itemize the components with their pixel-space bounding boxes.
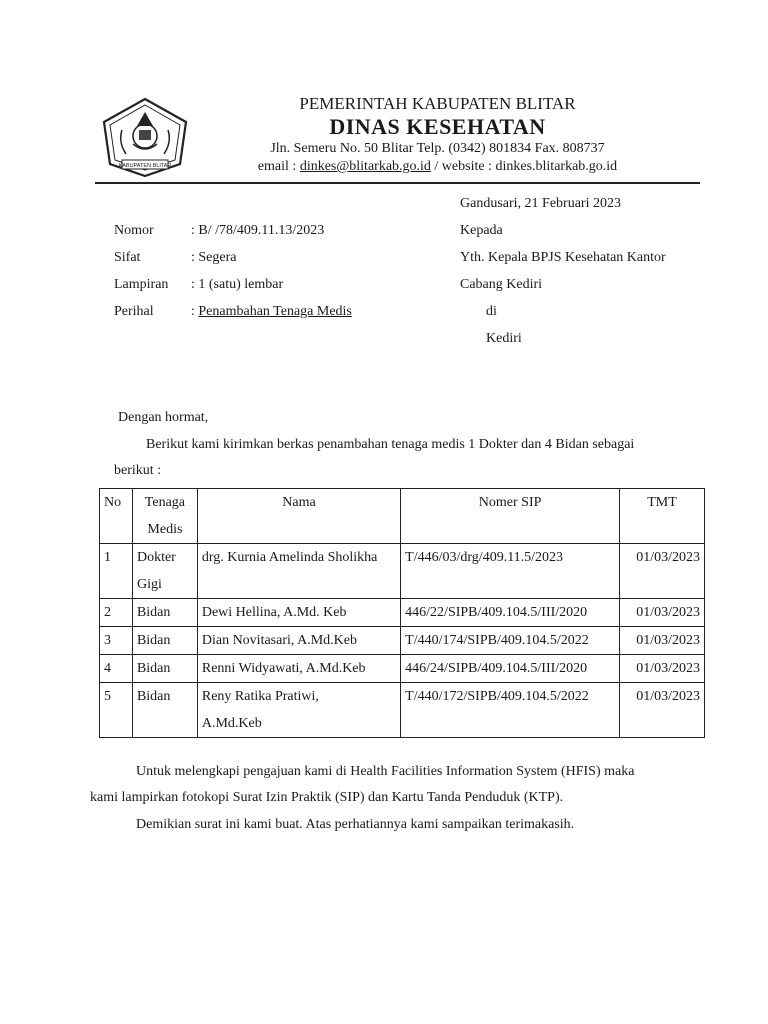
table-row <box>100 627 705 655</box>
cell-no: 2 <box>100 599 133 627</box>
perihal-colon: : <box>191 304 199 319</box>
cell-sip: T/440/174/SIPB/409.104.5/2022 <box>401 627 620 655</box>
table-row <box>100 599 705 627</box>
website-label: / website : <box>430 159 496 174</box>
salutation: Dengan hormat, <box>118 410 209 425</box>
table-row <box>100 683 705 738</box>
cell-tmt: 01/03/2023 <box>620 627 705 655</box>
intro-line-1: Berikut kami kirimkan berkas penambahan tenaga medis 1 Dokter dan 4 Bidan sebagai <box>146 437 635 452</box>
closing-line-2: kami lampirkan fotokopi Surat Izin Praktik (SIP) dan Kartu Tanda Penduduk (KTP). <box>90 790 564 805</box>
closing-line-3: Demikian surat ini kami buat. Atas perhatiannya kami sampaikan terimakasih. <box>136 817 575 832</box>
cell-tenaga <box>132 544 197 599</box>
letterhead-address: Jln. Semeru No. 50 Blitar Telp. (0342) 801834 Fax. 808737 <box>270 141 605 156</box>
website-text: dinkes.blitarkab.go.id <box>495 159 618 174</box>
table-row <box>100 655 705 683</box>
nomor-label: Nomor <box>114 223 154 238</box>
cell-no: 3 <box>100 627 133 655</box>
cell-sip: T/440/172/SIPB/409.104.5/2022 <box>401 683 620 738</box>
header-no: No <box>100 489 133 544</box>
letterhead-divider <box>95 182 700 184</box>
perihal-label: Perihal <box>114 304 154 319</box>
cell-tenaga: Bidan <box>132 599 197 627</box>
lampiran-value: : 1 (satu) lembar <box>191 277 284 292</box>
cell-tenaga-line2: Gigi <box>136 577 162 592</box>
perihal-row <box>191 304 352 320</box>
cell-tmt: 01/03/2023 <box>620 544 705 599</box>
header-tenaga-medis <box>132 489 197 544</box>
table-header-row <box>100 489 705 544</box>
letterhead-agency: DINAS KESEHATAN <box>329 114 546 139</box>
header-nomer-sip: Nomer SIP <box>401 489 620 544</box>
email-label: email : <box>257 159 300 174</box>
closing-line-1: Untuk melengkapi pengajuan kami di Health Facilities Information System (HFIS) maka <box>136 764 635 779</box>
recipient-branch: Cabang Kediri <box>460 277 543 292</box>
cell-nama: Dewi Hellina, A.Md. Keb <box>197 599 400 627</box>
cell-tenaga: Bidan <box>132 683 197 738</box>
blitar-regency-emblem-icon <box>100 96 190 180</box>
cell-nama: Renni Widyawati, A.Md.Keb <box>197 655 400 683</box>
cell-tmt: 01/03/2023 <box>620 683 705 738</box>
cell-sip: 446/24/SIPB/409.104.5/III/2020 <box>401 655 620 683</box>
recipient-di: di <box>486 304 497 319</box>
cell-tmt: 01/03/2023 <box>620 599 705 627</box>
sifat-value: : Segera <box>191 250 237 265</box>
table-row <box>100 544 705 599</box>
lampiran-label: Lampiran <box>114 277 169 292</box>
intro-line-2: berikut : <box>114 463 162 478</box>
cell-sip: 446/22/SIPB/409.104.5/III/2020 <box>401 599 620 627</box>
cell-no: 5 <box>100 683 133 738</box>
header-tmt: TMT <box>620 489 705 544</box>
letterhead-government: PEMERINTAH KABUPATEN BLITAR <box>299 94 576 113</box>
cell-nama-line1: Reny Ratika Pratiwi, <box>201 689 319 704</box>
cell-nama: Dian Novitasari, A.Md.Keb <box>197 627 400 655</box>
header-tenaga-line2: Medis <box>147 522 183 537</box>
email-link[interactable]: dinkes@blitarkab.go.id <box>299 159 431 174</box>
medical-staff-table <box>99 488 705 738</box>
cell-no: 1 <box>100 544 133 599</box>
cell-nama: drg. Kurnia Amelinda Sholikha <box>197 544 400 599</box>
letter-date: Gandusari, 21 Februari 2023 <box>460 196 621 211</box>
cell-tenaga: Bidan <box>132 655 197 683</box>
cell-tmt: 01/03/2023 <box>620 655 705 683</box>
cell-tenaga-line1: Dokter <box>136 550 176 565</box>
recipient-name: Yth. Kepala BPJS Kesehatan Kantor <box>460 250 666 265</box>
nomor-value: : B/ /78/409.11.13/2023 <box>191 223 325 238</box>
header-tenaga-line1: Tenaga <box>144 495 186 510</box>
header-nama: Nama <box>197 489 400 544</box>
recipient-kepada: Kepada <box>460 223 503 238</box>
cell-sip: T/446/03/drg/409.11.5/2023 <box>401 544 620 599</box>
cell-nama <box>197 683 400 738</box>
recipient-city: Kediri <box>486 331 522 346</box>
cell-no: 4 <box>100 655 133 683</box>
svg-text:KABUPATEN BLITAR: KABUPATEN BLITAR <box>118 163 172 169</box>
letterhead-contact <box>200 159 675 175</box>
sifat-label: Sifat <box>114 250 141 265</box>
cell-nama-line2: A.Md.Keb <box>201 716 262 731</box>
cell-tenaga: Bidan <box>132 627 197 655</box>
perihal-value: Penambahan Tenaga Medis <box>198 304 352 319</box>
